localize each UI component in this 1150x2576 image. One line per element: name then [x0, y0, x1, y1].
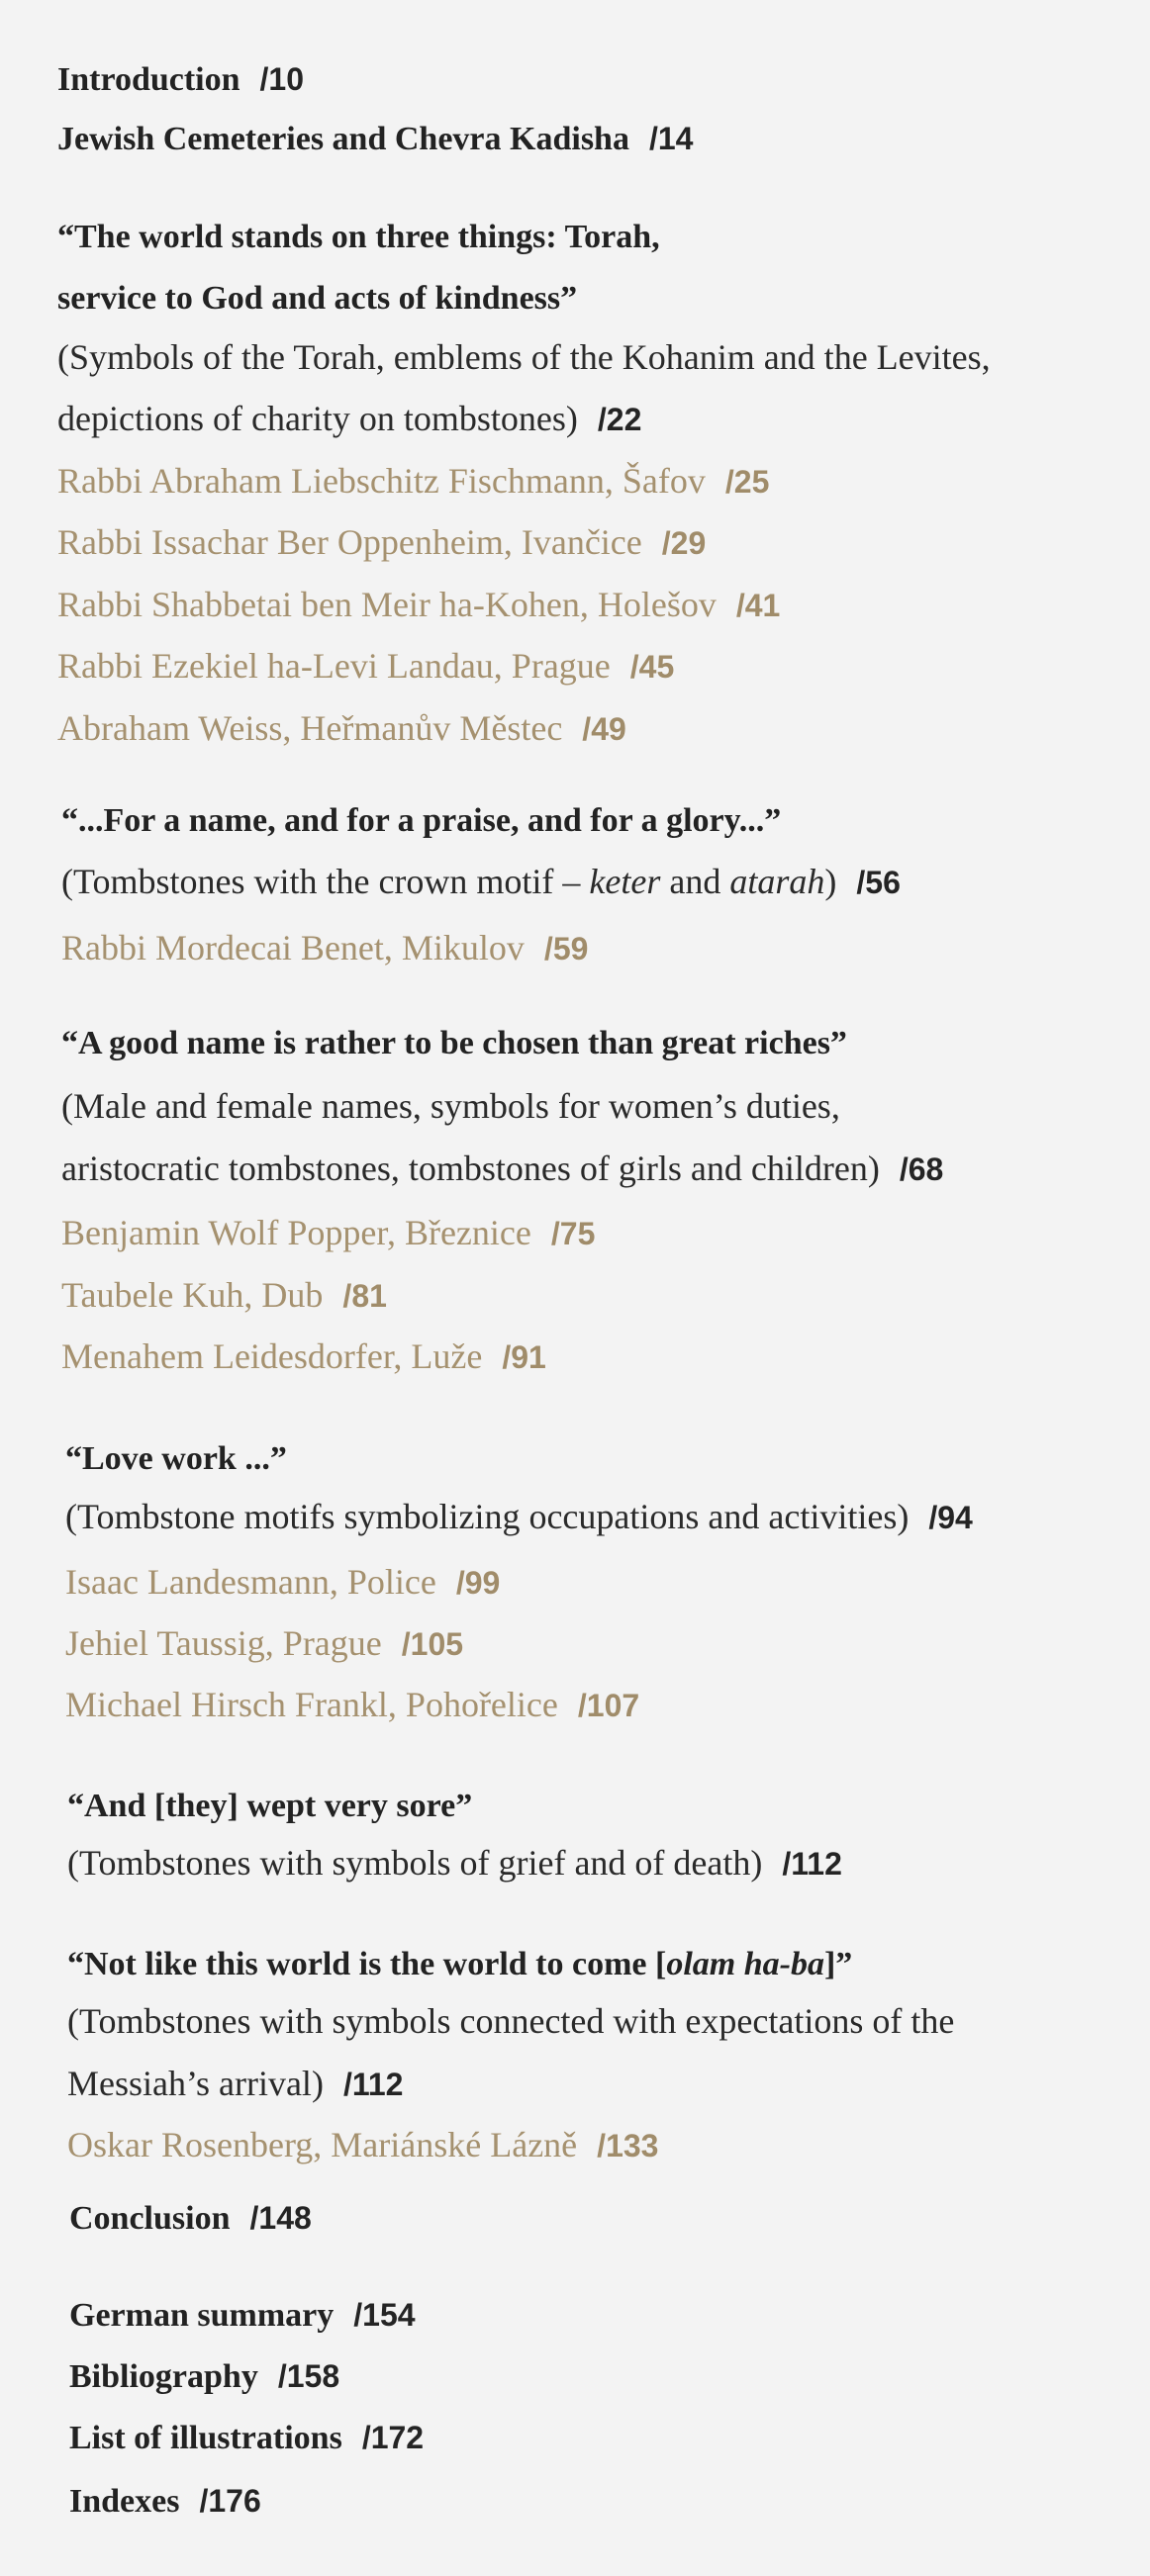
page-number: /107: [577, 1688, 640, 1723]
page-number: /158: [277, 2358, 340, 2394]
title-text: “Not like this world is the world to come [: [67, 1946, 667, 1982]
chapter-title: “The world stands on three things: Torah,: [57, 219, 660, 255]
subtitle-text: (Tombstones with symbols of grief and of death): [67, 1843, 763, 1883]
chapter-title: “And [they] wept very sore”: [67, 1788, 473, 1824]
subtitle-text: aristocratic tombstones, tombstones of girls and children): [61, 1149, 880, 1188]
page-number: /14: [648, 121, 694, 156]
person-name: Rabbi Abraham Liebschitz Fischmann, Šafov: [57, 461, 706, 501]
person-entry: [65, 1622, 1150, 1665]
person-name: Taubele Kuh, Dub: [61, 1275, 324, 1315]
page-number: /45: [629, 649, 675, 685]
page-number: /112: [782, 1846, 842, 1882]
chapter-title: service to God and acts of kindness”: [57, 280, 578, 317]
subtitle-text: (Tombstones with the crown motif –: [61, 862, 581, 901]
chapter-subtitle: (Symbols of the Torah, emblems of the Kohanim and the Levites,: [57, 337, 991, 377]
page-number: /112: [342, 2067, 404, 2102]
subtitle-italic: atarah: [729, 862, 825, 901]
page-number: /148: [249, 2200, 312, 2236]
chapter-title: “...For a name, and for a praise, and for a glory...”: [61, 802, 782, 839]
chapter-title: “Love work ...”: [65, 1440, 287, 1477]
page-number: /81: [342, 1278, 387, 1314]
person-entry: [61, 1274, 1150, 1317]
toc-entry-german-summary: [69, 2295, 1150, 2336]
chapter-subtitle: [67, 1842, 1150, 1885]
page-number: /91: [502, 1339, 546, 1375]
entry-title: Bibliography: [69, 2358, 258, 2395]
person-entry: [61, 1335, 1150, 1378]
page-number: /10: [259, 61, 305, 97]
person-entry: [57, 584, 1150, 626]
page-number: /176: [199, 2483, 261, 2519]
entry-title: German summary: [69, 2297, 335, 2334]
chapter-subtitle: (Male and female names, symbols for women’s duties,: [61, 1086, 840, 1126]
chapter-subtitle: (Tombstones with symbols connected with expectations of the: [67, 2001, 955, 2041]
person-entry: [67, 2124, 1150, 2166]
subtitle-text: depictions of charity on tombstones): [57, 399, 578, 438]
toc-entry-introduction: [57, 59, 1150, 100]
person-name: Michael Hirsch Frankl, Pohořelice: [65, 1685, 558, 1724]
page-number: /105: [401, 1626, 464, 1662]
person-name: Menahem Leidesdorfer, Luže: [61, 1336, 483, 1376]
page-number: /75: [550, 1216, 596, 1251]
entry-title: Indexes: [69, 2483, 180, 2520]
entry-title: Conclusion: [69, 2200, 231, 2237]
person-entry: [61, 1212, 1150, 1254]
person-name: Isaac Landesmann, Police: [65, 1562, 436, 1602]
chapter-subtitle: [61, 1148, 1150, 1190]
person-name: Rabbi Mordecai Benet, Mikulov: [61, 928, 525, 967]
subtitle-text: and: [669, 862, 721, 901]
subtitle-italic: keter: [589, 862, 661, 901]
page-number: /49: [582, 711, 626, 747]
person-name: Rabbi Issachar Ber Oppenheim, Ivančice: [57, 522, 642, 562]
page-number: /99: [455, 1565, 501, 1601]
page-number: /29: [661, 525, 707, 561]
chapter-subtitle: [65, 1496, 1150, 1538]
page-number: /25: [724, 464, 770, 500]
chapter-title: [67, 1945, 1150, 1984]
entry-title: Introduction: [57, 61, 240, 98]
entry-title: Jewish Cemeteries and Chevra Kadisha: [57, 121, 629, 157]
toc-entry-indexes: [69, 2481, 1150, 2522]
subtitle-text: Messiah’s arrival): [67, 2064, 324, 2103]
subtitle-text: (Tombstone motifs symbolizing occupations and activities): [65, 1497, 910, 1536]
toc-entry-bibliography: [69, 2356, 1150, 2397]
page-number: /94: [928, 1500, 973, 1535]
chapter-title: “A good name is rather to be chosen than great riches”: [61, 1025, 847, 1061]
person-name: Rabbi Shabbetai ben Meir ha-Kohen, Holešov: [57, 585, 717, 624]
title-text: ]”: [823, 1946, 853, 1982]
person-name: Jehiel Taussig, Prague: [65, 1623, 382, 1663]
page-number: /133: [597, 2128, 659, 2163]
person-name: Benjamin Wolf Popper, Březnice: [61, 1213, 531, 1252]
chapter-subtitle: [61, 861, 1150, 903]
person-entry: [65, 1561, 1150, 1604]
chapter-subtitle: [67, 2063, 1150, 2105]
chapter-subtitle: [57, 398, 1150, 440]
person-entry: [57, 645, 1150, 688]
person-name: Oskar Rosenberg, Mariánské Lázně: [67, 2125, 578, 2164]
person-entry: [57, 460, 1150, 503]
person-name: Abraham Weiss, Heřmanův Městec: [57, 708, 563, 748]
toc-entry-conclusion: [69, 2198, 1150, 2239]
entry-title: List of illustrations: [69, 2420, 342, 2456]
page-number: /68: [899, 1151, 944, 1187]
page-number: /41: [735, 588, 781, 623]
person-entry: [57, 707, 1150, 750]
title-italic: olam ha-ba: [666, 1946, 824, 1982]
person-name: Rabbi Ezekiel ha-Levi Landau, Prague: [57, 646, 611, 686]
page-number: /22: [597, 402, 642, 437]
page-number: /56: [856, 865, 901, 900]
person-entry: [57, 521, 1150, 564]
page-number: /154: [353, 2297, 416, 2333]
toc-entry-illustrations: [69, 2418, 1150, 2458]
page-number: /172: [361, 2420, 425, 2455]
page-number: /59: [543, 931, 589, 966]
subtitle-text: ): [824, 862, 837, 901]
person-entry: [61, 927, 1150, 969]
person-entry: [65, 1684, 1150, 1726]
toc-entry-cemeteries: [57, 119, 1150, 159]
